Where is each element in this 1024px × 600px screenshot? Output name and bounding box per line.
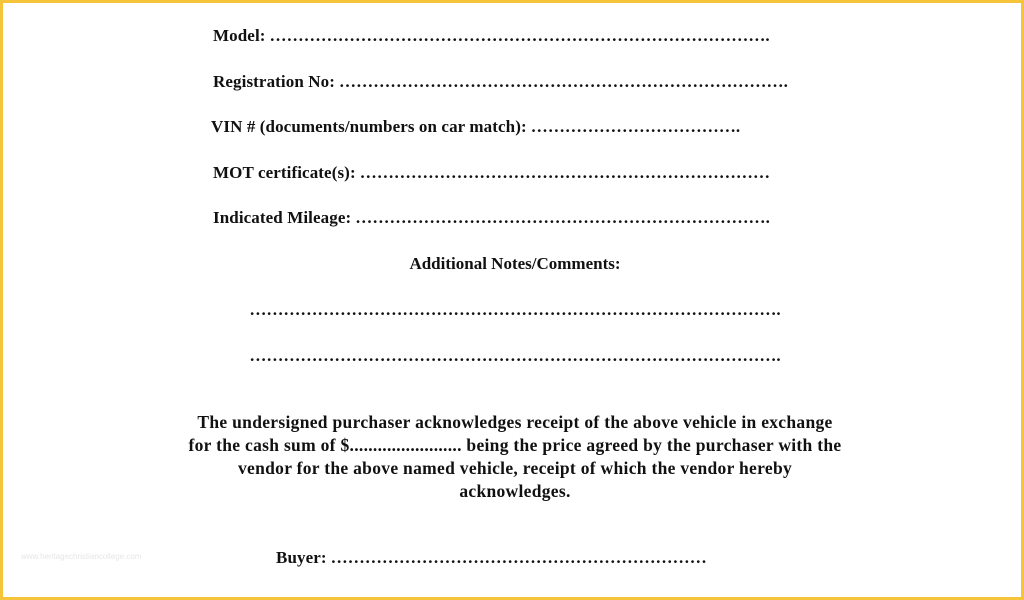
mot-label: MOT certificate(s): [213, 163, 356, 182]
registration-dotted-line: ……………………………………………………………………. [339, 72, 788, 91]
notes-line-1: …………………………………………………………………………………. [249, 300, 781, 319]
vin-label: VIN # (documents/numbers on car match): [211, 117, 527, 136]
notes-line-2: …………………………………………………………………………………. [249, 346, 781, 365]
buyer-dotted-line: ………………………………………………………… [330, 548, 707, 567]
notes-heading: Additional Notes/Comments: [409, 254, 621, 273]
mileage-label: Indicated Mileage: [213, 208, 352, 227]
vin-dotted-line: ………………………………. [530, 117, 741, 136]
mileage-field [213, 208, 770, 228]
mot-dotted-line: ……………………………………………………………… [359, 163, 771, 182]
model-dotted-line: ……………………………………………………………………………. [269, 26, 770, 45]
mileage-dotted-line: ………………………………………………………………. [355, 208, 770, 227]
acknowledgement-line-1: The undersigned purchaser acknowledges receipt of the above vehicle in exchange [197, 412, 833, 432]
acknowledgement-line-2: for the cash sum of $........................ being the price agreed by the purchaser with the [188, 435, 842, 455]
watermark-text: www.heritagechristiancollege.com [21, 552, 142, 561]
vin-field [211, 117, 740, 137]
model-field [213, 26, 770, 46]
buyer-label: Buyer: [276, 548, 327, 567]
buyer-field [276, 548, 707, 568]
acknowledgement-paragraph [143, 411, 887, 503]
model-label: Model: [213, 26, 266, 45]
acknowledgement-line-3: vendor for the above named vehicle, receipt of which the vendor hereby [237, 458, 793, 478]
registration-label: Registration No: [213, 72, 335, 91]
mot-field [213, 163, 770, 183]
registration-field [213, 72, 788, 92]
acknowledgement-line-4: acknowledges. [459, 481, 571, 501]
